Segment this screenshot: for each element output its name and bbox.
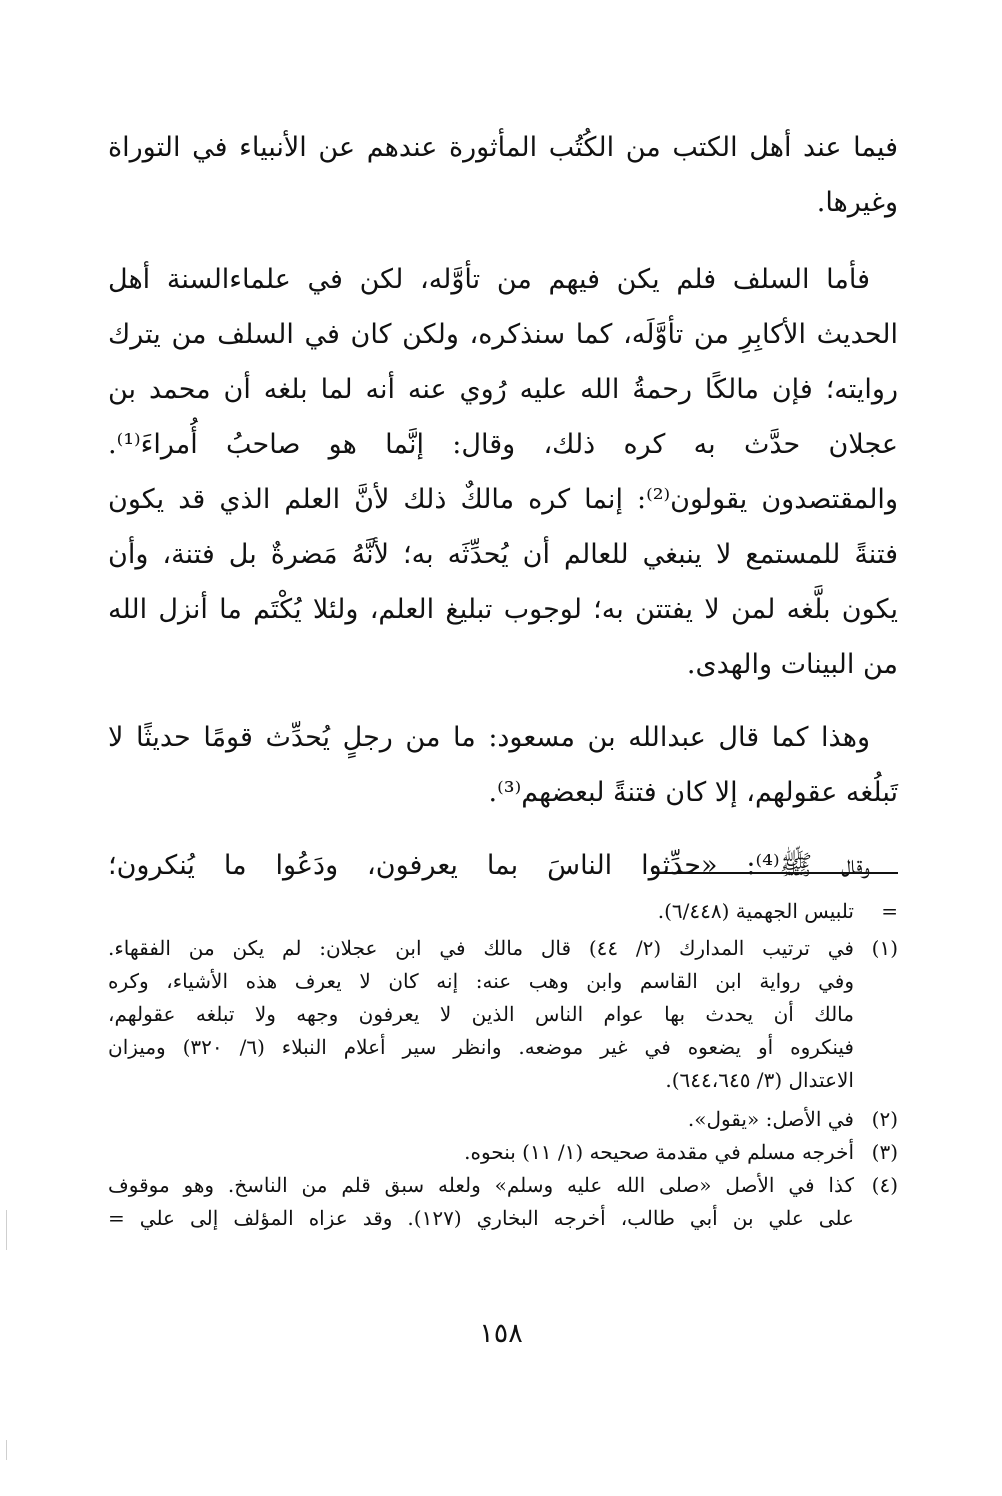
- text-line: من البينات والهدى.: [686, 649, 898, 680]
- text-line: الحديث الأكابِرِ من تأوَّلَه، كما سنذكره، ولكن كان في السلف من يترك: [108, 319, 898, 350]
- text-line: فأما السلف فلم يكن فيهم من تأوَّله، لكن في علماءالسنة أهل: [108, 264, 870, 295]
- scan-margin-mark: [6, 1210, 7, 1250]
- footnote-line: الاعتدال (٣/ ٦٤٤،٦٤٥).: [665, 1068, 854, 1092]
- paragraph: [108, 710, 898, 820]
- text-line: فيما عند أهل الكتب من الكُتُب المأثورة عندهم عن الأنبياء في التوراة: [108, 132, 898, 163]
- text-line: وهذا كما قال عبدالله بن مسعود: ما من رجلٍ يُحدِّث قومًا حديثًا لا: [108, 722, 870, 753]
- text-line: يكون بلَّغه لمن لا يفتتن به؛ لوجوب تبليغ العلم، ولئلا يُكْتَم ما أنزل الله: [108, 594, 898, 625]
- footnotes: [108, 895, 898, 1235]
- footnote-line: في ترتيب المدارك (٢/ ٤٤) قال مالك في ابن عجلان: لم يكن من الفقهاء.: [108, 936, 854, 960]
- footnote-line: أخرجه مسلم في مقدمة صحيحه (١/ ١١) بنحوه.: [464, 1140, 854, 1164]
- footnote: [108, 1169, 898, 1235]
- main-text: [108, 120, 898, 911]
- footnote-separator: [652, 872, 898, 874]
- text-line: فتنةً للمستمع لا ينبغي للعالم أن يُحدِّثَه به؛ لأنَّهُ مَضرةٌ بل فتنة، وأن: [108, 539, 898, 570]
- footnote-marker: (١): [871, 936, 898, 960]
- paragraph: [108, 838, 898, 893]
- footnote-marker: =: [881, 899, 898, 923]
- footnote-line: تلبيس الجهمية (٦/٤٤٨).: [657, 899, 854, 923]
- footnote-line: مالك أن يحدث بها عوام الناس الذين لا يعرفون وجهه ولا تبلغه عقولهم،: [108, 1002, 854, 1026]
- footnote-marker: (٣): [871, 1140, 898, 1164]
- footnote-line: فينكروه أو يضعوه في غير موضعه. وانظر سير أعلام النبلاء (٦/ ٣٢٠) وميزان: [108, 1035, 854, 1059]
- footnote-line: كذا في الأصل «صلى الله عليه وسلم» ولعله سبق قلم من الناسخ. وهو موقوف: [108, 1173, 854, 1197]
- paragraph: [108, 120, 898, 230]
- footnote: [108, 895, 898, 928]
- footnote: [108, 932, 898, 1097]
- text-line: وغيرها.: [816, 187, 898, 218]
- footnote: [108, 1136, 898, 1169]
- footnote-marker: (٤): [871, 1173, 898, 1197]
- scan-margin-mark: [6, 1440, 7, 1460]
- footnote-line: في الأصل: «يقول».: [687, 1107, 854, 1131]
- text-line: روايته؛ فإن مالكًا رحمةُ الله عليه رُوي عنه أنه لما بلغه أن محمد بن: [108, 374, 898, 405]
- text-line: عجلان حدَّث به كره ذلك، وقال: إنَّما هو صاحبُ أُمراءَ⁽¹⁾.: [108, 429, 898, 460]
- text-line: وقال ﷺ⁽⁴⁾: «حدِّثوا الناسَ بما يعرفون، ودَعُوا ما يُنكرون؛: [108, 850, 870, 881]
- text-line: تَبلُغه عقولهم، إلا كان فتنةً لبعضهم⁽³⁾.: [488, 777, 898, 808]
- footnote-line: على علي بن أبي طالب، أخرجه البخاري (١٢٧). وقد عزاه المؤلف إلى علي =: [108, 1206, 854, 1230]
- text-line: والمقتصدون يقولون⁽²⁾: إنما كره مالكٌ ذلك لأنَّ العلم الذي قد يكون: [108, 484, 898, 515]
- footnote: [108, 1103, 898, 1136]
- footnote-line: وفي رواية ابن القاسم وابن وهب عنه: إنه كان لا يعرف هذه الأشياء، وكره: [108, 969, 854, 993]
- page-number: ١٥٨: [479, 1318, 523, 1349]
- paragraph: [108, 252, 898, 692]
- footnote-marker: (٢): [871, 1107, 898, 1131]
